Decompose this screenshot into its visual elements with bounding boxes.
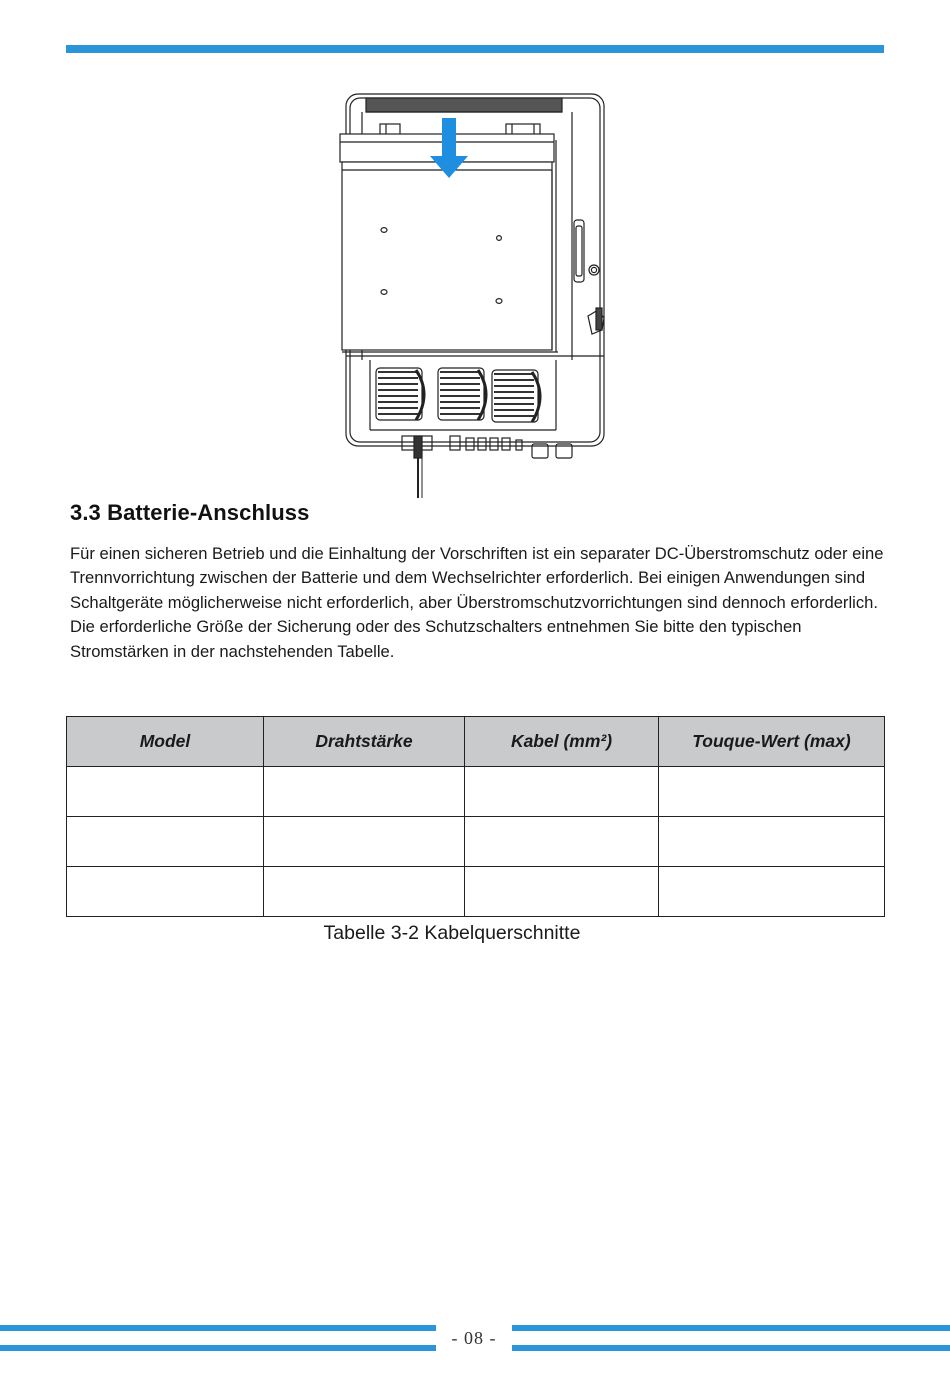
- cable-table: [66, 716, 885, 917]
- table-cell: [67, 767, 264, 817]
- header-torque: Touque-Wert (max): [659, 717, 885, 767]
- header-wire-gauge: Drahtstärke: [264, 717, 465, 767]
- table-header-row: [67, 717, 885, 767]
- table-cell: [659, 867, 885, 917]
- table-cell: [67, 817, 264, 867]
- table-row: [67, 767, 885, 817]
- top-accent-bar: [66, 45, 884, 53]
- table-cell: [264, 867, 465, 917]
- table-cell: [465, 817, 659, 867]
- table-cell: [465, 867, 659, 917]
- section-title: 3.3 Batterie-Anschluss: [70, 500, 310, 525]
- table-row: [67, 867, 885, 917]
- inverter-cover-install-illustration: [320, 70, 620, 502]
- section-paragraph: Für einen sicheren Betrieb und die Einhaltung der Vorschriften ist ein separater DC-Überstromschutz oder eine Trennvorrichtung zwischen der Batterie und dem Wechselrichter erforderlich. Bei einigen Anwendungen sind Schaltgeräte möglicherweise nicht erforderlich, aber Überstromschutzvorrichtungen sind dennoch erforderlich. Die erforderliche Größe der Sicherung oder des Schutzschalters entnehmen Sie bitte den typischen Stromstärken in der nachstehenden Tabelle.: [70, 544, 884, 661]
- table-cell: [659, 817, 885, 867]
- table-cell: [659, 767, 885, 817]
- table-caption: Tabelle 3-2 Kabelquerschnitte: [323, 922, 581, 944]
- table-cell: [264, 817, 465, 867]
- table-cell: [264, 767, 465, 817]
- table-cell: [67, 867, 264, 917]
- page-number: - 08 -: [436, 1322, 512, 1354]
- table-cell: [465, 767, 659, 817]
- header-cable-size: Kabel (mm²): [465, 717, 659, 767]
- table-row: [67, 817, 885, 867]
- header-model: Model: [67, 717, 264, 767]
